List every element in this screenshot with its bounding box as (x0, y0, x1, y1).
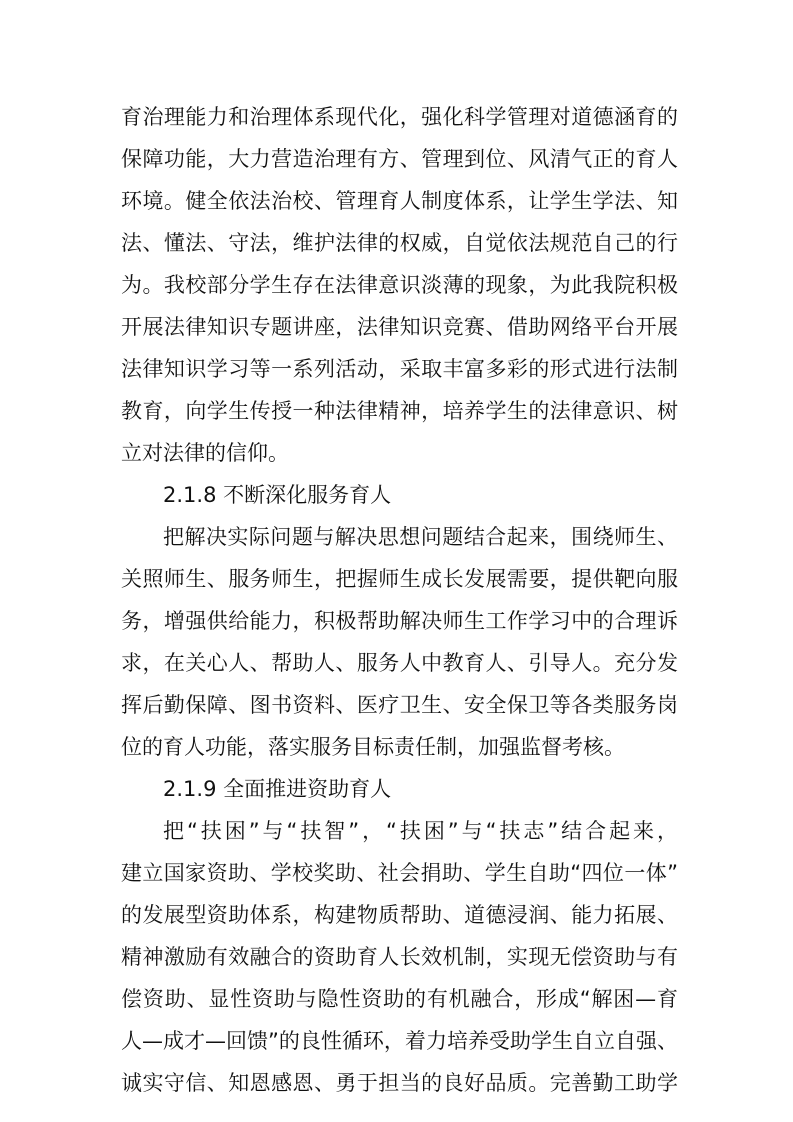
text-line: 求，在关心人、帮助人、服务人中教育人、引导人。充分发 (121, 651, 678, 675)
text-line: 挥后勤保障、图书资料、医疗卫生、安全保卫等各类服务岗 (121, 693, 678, 717)
section-heading-2-1-9: 2.1.9 全面推进资助育人 (163, 777, 392, 801)
text-line: 精神激励有效融合的资助育人长效机制，实现无偿资助与有 (121, 945, 678, 969)
text-line: 环境。健全依法治校、管理育人制度体系，让学生学法、知 (121, 189, 678, 213)
text-line: 诚实守信、知恩感恩、勇于担当的良好品质。完善勤工助学 (121, 1071, 678, 1095)
text-line: 位的育人功能，落实服务目标责任制，加强监督考核。 (121, 735, 625, 759)
text-line: 关照师生、服务师生，把握师生成长发展需要，提供靶向服 (121, 567, 678, 591)
text-line: 人—成才—回馈”的良性循环，着力培养受助学生自立自强、 (121, 1029, 678, 1053)
text-line: 的发展型资助体系，构建物质帮助、道德浸润、能力拓展、 (121, 903, 678, 927)
text-line: 务，增强供给能力，积极帮助解决师生工作学习中的合理诉 (121, 609, 678, 633)
text-line: 偿资助、显性资助与隐性资助的有机融合，形成“解困—育 (121, 987, 678, 1011)
text-line: 把“扶困”与“扶智”，“扶困”与“扶志”结合起来， (163, 819, 678, 843)
text-line: 开展法律知识专题讲座，法律知识竞赛、借助网络平台开展 (121, 315, 678, 339)
text-line: 立对法律的信仰。 (121, 441, 289, 465)
section-heading-2-1-8: 2.1.8 不断深化服务育人 (163, 483, 392, 507)
text-line: 教育，向学生传授一种法律精神，培养学生的法律意识、树 (121, 399, 678, 423)
text-line: 为。我校部分学生存在法律意识淡薄的现象，为此我院积极 (121, 273, 678, 297)
text-line: 建立国家资助、学校奖助、社会捐助、学生自助“四位一体” (121, 861, 678, 885)
text-line: 把解决实际问题与解决思想问题结合起来，围绕师生、 (163, 525, 678, 549)
text-line: 育治理能力和治理体系现代化，强化科学管理对道德涵育的 (121, 105, 678, 129)
text-line: 保障功能，大力营造治理有方、管理到位、风清气正的育人 (121, 147, 678, 171)
text-line: 法律知识学习等一系列活动，采取丰富多彩的形式进行法制 (121, 357, 678, 381)
text-line: 法、懂法、守法，维护法律的权威，自觉依法规范自己的行 (121, 231, 678, 255)
